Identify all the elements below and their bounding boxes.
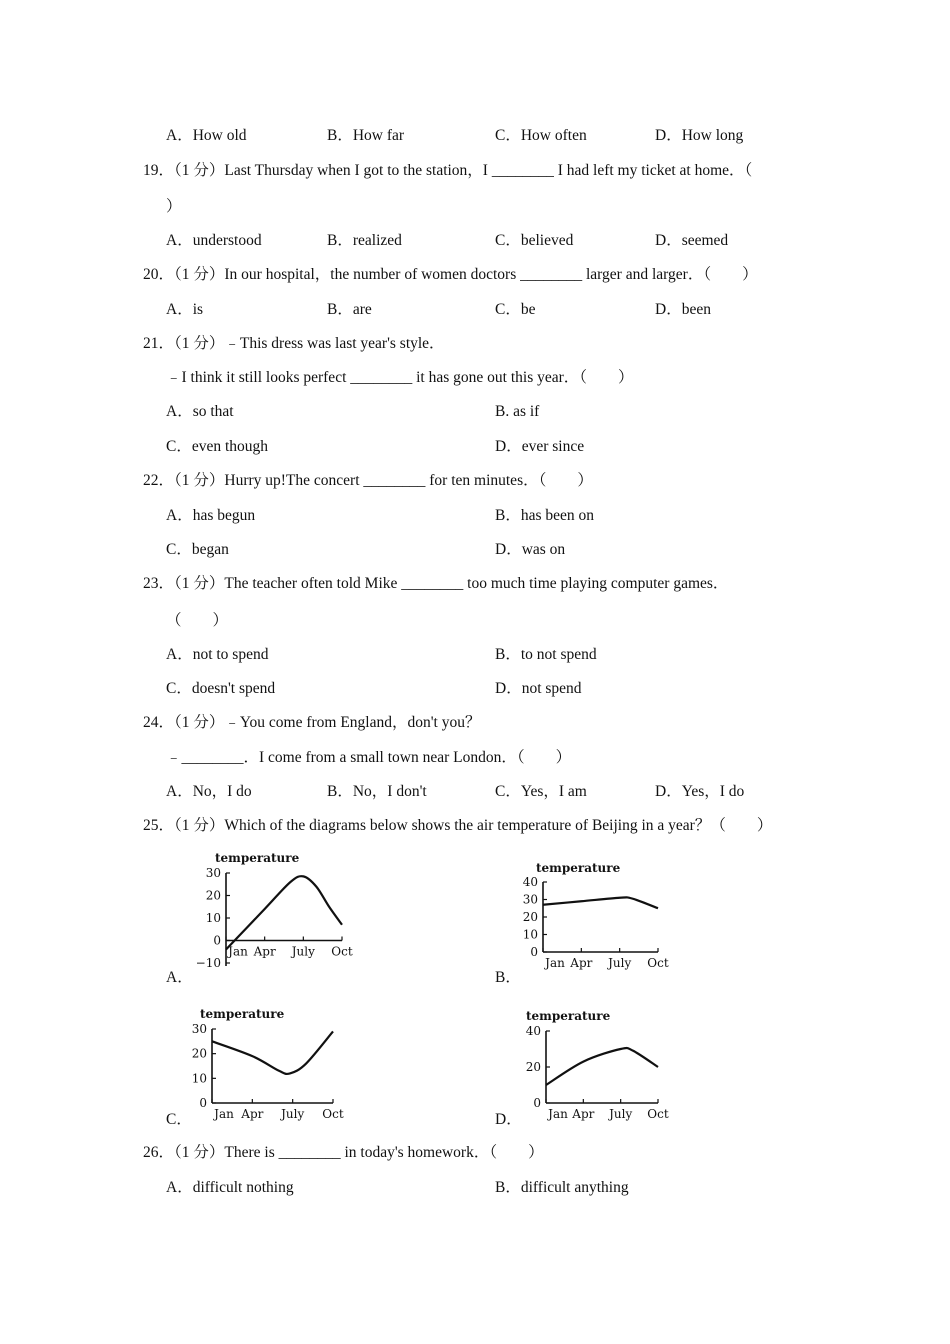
q21-line2: ﹣I think it still looks perfect ________ it has gone out this year．（ ）: [166, 369, 634, 386]
temperature-line: [546, 1048, 658, 1085]
q19-text: 19．（1 分）Last Thursday when I got to the station，I ________ I had left my ticket at home．（: [143, 162, 753, 179]
q24-option-c: C．Yes，I am: [495, 783, 587, 800]
q19-close: ）: [166, 198, 182, 215]
q23-option-a: A．not to spend: [166, 646, 269, 663]
chart-b: [523, 861, 669, 970]
chart-title: temperature: [200, 1007, 285, 1021]
q25-text: 25．（1 分）Which of the diagrams below shows the air temperature of Beijing in a year？（ ）: [143, 817, 773, 834]
y-tick-label: 0: [199, 1096, 207, 1110]
q20-text: 20．（1 分）In our hospital，the number of women doctors ________ larger and larger．（ ）: [143, 266, 758, 283]
q23-option-d: D．not spend: [495, 680, 582, 697]
y-tick-label: 0: [533, 1096, 541, 1110]
y-tick-label: 40: [522, 875, 538, 889]
q21-option-b: B. as if: [495, 403, 540, 420]
q23-text: 23．（1 分）The teacher often told Mike ________ too much time playing computer games．: [143, 575, 729, 592]
y-tick-label: 30: [191, 1022, 207, 1036]
x-tick-label: July: [609, 1107, 633, 1121]
q26-option-a: A．difficult nothing: [166, 1179, 294, 1196]
temperature-line: [212, 1031, 333, 1073]
q24-option-b: B．No，I don't: [327, 783, 427, 800]
q20-option-a: A．is: [166, 301, 204, 318]
q19-option-d: D．seemed: [655, 232, 729, 249]
q19-option-c: C．believed: [495, 232, 574, 249]
x-tick-label: Jan: [548, 1107, 568, 1121]
temperature-line: [543, 897, 658, 908]
q21-option-d: D．ever since: [495, 438, 585, 455]
x-tick-label: Apr: [572, 1107, 595, 1121]
y-tick-label: 20: [205, 888, 221, 903]
x-tick-label: Apr: [253, 944, 276, 959]
q23-close: （ ）: [166, 612, 229, 629]
x-tick-label: Oct: [647, 956, 669, 970]
q26-text: 26．（1 分）There is ________ in today's homework．（ ）: [143, 1144, 544, 1161]
y-tick-label: 10: [191, 1071, 207, 1086]
y-tick-label: 0: [213, 933, 221, 948]
q25-label-a: A．: [166, 969, 193, 986]
x-tick-label: Jan: [545, 956, 565, 970]
y-tick-label: 0: [530, 945, 538, 959]
q22-option-b: B．has been on: [495, 507, 595, 524]
chart-d: [526, 1009, 669, 1121]
q22-text: 22．（1 分）Hurry up!The concert ________ for ten minutes．（ ）: [143, 472, 593, 489]
x-tick-label: Apr: [570, 956, 593, 970]
q24-option-d: D．Yes，I do: [655, 783, 745, 800]
y-tick-label: 20: [522, 910, 538, 924]
q23-option-c: C．doesn't spend: [166, 680, 276, 697]
q25-label-b: B．: [495, 969, 521, 986]
y-tick-label: 30: [522, 892, 538, 907]
q19-option-a: A．understood: [166, 232, 262, 249]
x-tick-label: July: [608, 956, 632, 970]
y-tick-label: 40: [525, 1024, 541, 1038]
q25-label-c: C．: [166, 1111, 192, 1128]
q23-option-b: B．to not spend: [495, 646, 597, 663]
q21-option-a: A．so that: [166, 403, 234, 420]
y-tick-label: 30: [205, 866, 221, 880]
chart-title: temperature: [215, 851, 300, 865]
q24-option-a: A．No，I do: [166, 783, 252, 800]
q21-option-c: C．even though: [166, 438, 269, 455]
temperature-line: [226, 876, 342, 949]
q26-option-b: B．difficult anything: [495, 1179, 629, 1196]
y-tick-label: −10: [195, 956, 221, 970]
y-tick-label: 20: [191, 1046, 207, 1061]
x-tick-label: Jan: [228, 944, 248, 959]
q18-option-d: D．How long: [655, 127, 744, 144]
q20-option-c: C．be: [495, 301, 536, 318]
x-tick-label: Oct: [322, 1107, 344, 1121]
q20-option-b: B．are: [327, 301, 372, 318]
x-tick-label: July: [291, 944, 315, 959]
q24-line2: ﹣________．I come from a small town near London．（ ）: [166, 749, 572, 766]
chart-c: [192, 1007, 344, 1121]
q22-option-c: C．began: [166, 541, 229, 558]
q18-option-a: A．How old: [166, 127, 247, 144]
q22-option-d: D．was on: [495, 541, 566, 558]
q19-option-b: B．realized: [327, 232, 402, 249]
x-tick-label: Apr: [241, 1107, 264, 1121]
q20-option-d: D．been: [655, 301, 711, 318]
q18-option-b: B．How far: [327, 127, 405, 144]
chart-title: temperature: [536, 861, 621, 875]
q24-text: 24．（1 分）﹣You come from England，don't you？: [143, 714, 481, 731]
y-tick-label: 10: [205, 911, 221, 925]
q25-label-d: D．: [495, 1111, 522, 1128]
x-tick-label: Oct: [331, 944, 353, 959]
chart-title: temperature: [526, 1009, 611, 1023]
chart-a: [196, 851, 353, 970]
q21-text: 21．（1 分）﹣This dress was last year's style．: [143, 335, 445, 352]
x-tick-label: Jan: [214, 1107, 234, 1121]
q18-option-c: C．How often: [495, 127, 587, 144]
x-tick-label: Oct: [647, 1107, 669, 1121]
x-tick-label: July: [281, 1107, 305, 1121]
y-tick-label: 10: [522, 927, 538, 942]
q22-option-a: A．has begun: [166, 507, 256, 524]
y-tick-label: 20: [525, 1060, 541, 1074]
